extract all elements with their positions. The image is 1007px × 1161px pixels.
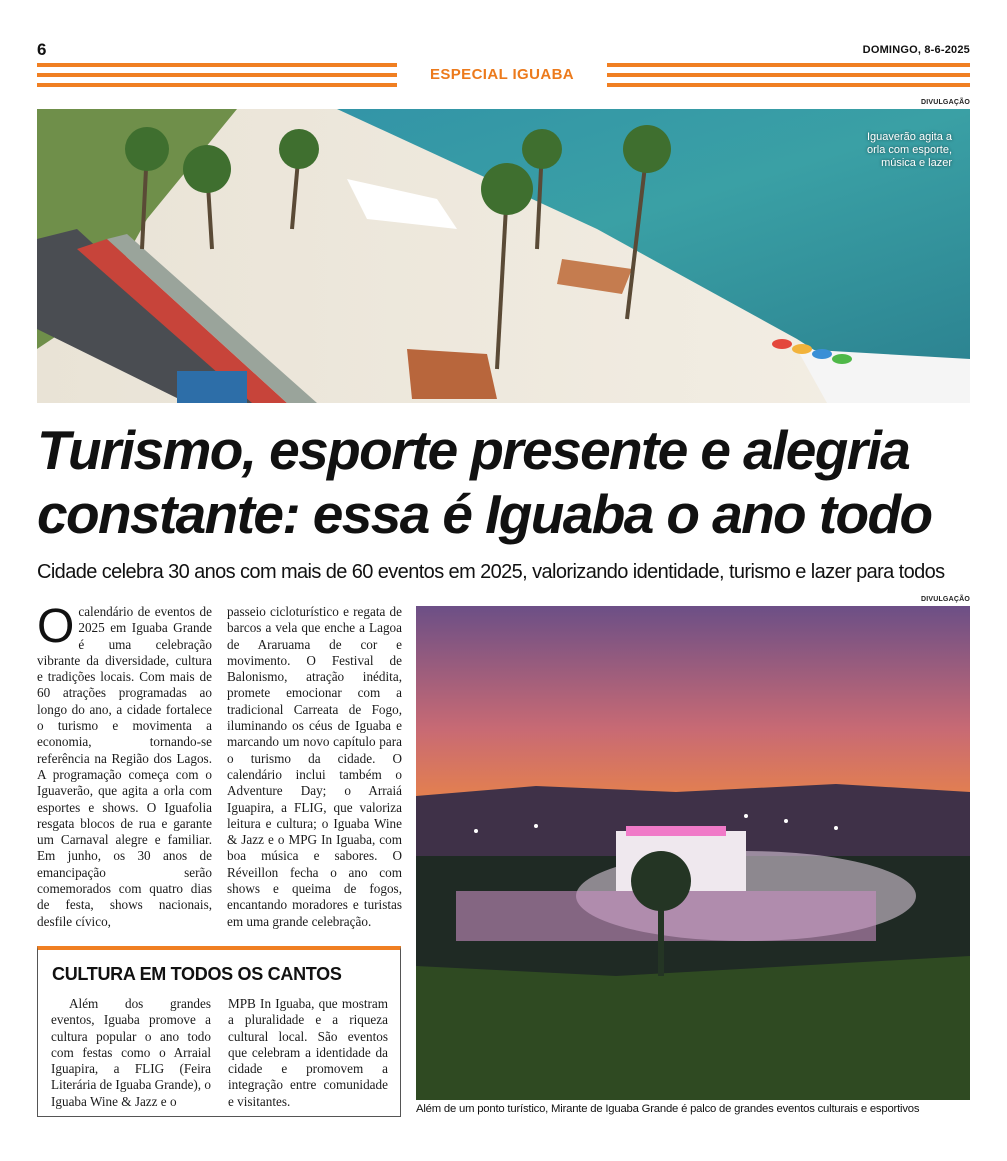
box-text-2: MPB In Iguaba, que mostram a pluralidade e a riqueza cultural local. São eventos que celebram a identidade da cidade e promovem a integração entre comunidade e visitantes. bbox=[228, 996, 388, 1109]
bottom-photo-caption: Além de um ponto turístico, Mirante de Iguaba Grande é palco de grandes eventos culturais e esportivos bbox=[416, 1103, 920, 1115]
beach-aerial-photo bbox=[37, 109, 970, 403]
subheadline: Cidade celebra 30 anos com mais de 60 eventos em 2025, valorizando identidade, turismo e lazer para todos bbox=[37, 561, 945, 583]
mirante-sunset-illustration bbox=[416, 606, 970, 1100]
page-number: 6 bbox=[37, 40, 47, 59]
beach-aerial-illustration bbox=[37, 109, 970, 403]
top-photo-credit: DIVULGAÇÃO bbox=[920, 99, 970, 106]
article-text-2: passeio cicloturístico e regata de barcos a vela que enche a Lagoa de Araruama de cor e movimento. O Festival de Balonismo, atração inédita, promete emocionar com a tradicional Carreata de Fogo, iluminando os céus de Iguaba e marcando um novo capítulo para o turismo da cidade. O calendário inclui também o Adventure Day; o Arraiá Iguapira, a FLIG, que valoriza leitura e cultura; o Iguaba Wine & Jazz e o MPG In Iguaba, com boa música e sabores. O Réveillon fecha o ano com shows e queima de fogos, encantando moradores e turistas em uma grande celebração. bbox=[227, 604, 402, 929]
box-text-1: Além dos grandes eventos, Iguaba promove a cultura popular o ano todo com festas como o Arraial Iguapira, a FLIG (Feira Literária de Iguaba Grande), o Iguaba Wine & Jazz e o bbox=[51, 996, 211, 1109]
top-photo-caption: Iguaverão agita a orla com esporte, música e lazer bbox=[866, 131, 952, 169]
section-label: ESPECIAL IGUABA bbox=[429, 66, 575, 83]
drop-cap: O bbox=[37, 600, 75, 653]
sidebar-box bbox=[37, 946, 401, 1117]
section-stripes-left bbox=[37, 63, 397, 87]
box-title: CULTURA EM TODOS OS CANTOS bbox=[52, 964, 342, 984]
article-text-1: calendário de eventos de 2025 em Iguaba Grande é uma celebração vibrante da diversidade, cultura e tradições locais. Com mais de 60 atrações programadas ao longo do ano, a cidade fortalece o turismo e movimenta a economia, tornando-se referência na Região dos Lagos. A programação começa com o Iguaverão, que agita a orla com esportes e shows. O Iguafolia resgata blocos de rua e garante um Carnaval alegre e familiar. Em junho, os 30 anos de emancipação serão comemorados com quatro dias de festa, shows nacionais, desfile cívico, bbox=[37, 604, 212, 929]
headline: Turismo, esporte presente e alegria constante: essa é Iguaba o ano todo bbox=[37, 419, 932, 545]
article-column-2 bbox=[227, 604, 402, 930]
bottom-photo-credit: DIVULGAÇÃO bbox=[920, 596, 970, 603]
section-stripes-right bbox=[607, 63, 970, 87]
mirante-night-photo bbox=[416, 606, 970, 1100]
page-date: DOMINGO, 8-6-2025 bbox=[862, 44, 970, 56]
article-column-1 bbox=[37, 600, 212, 930]
